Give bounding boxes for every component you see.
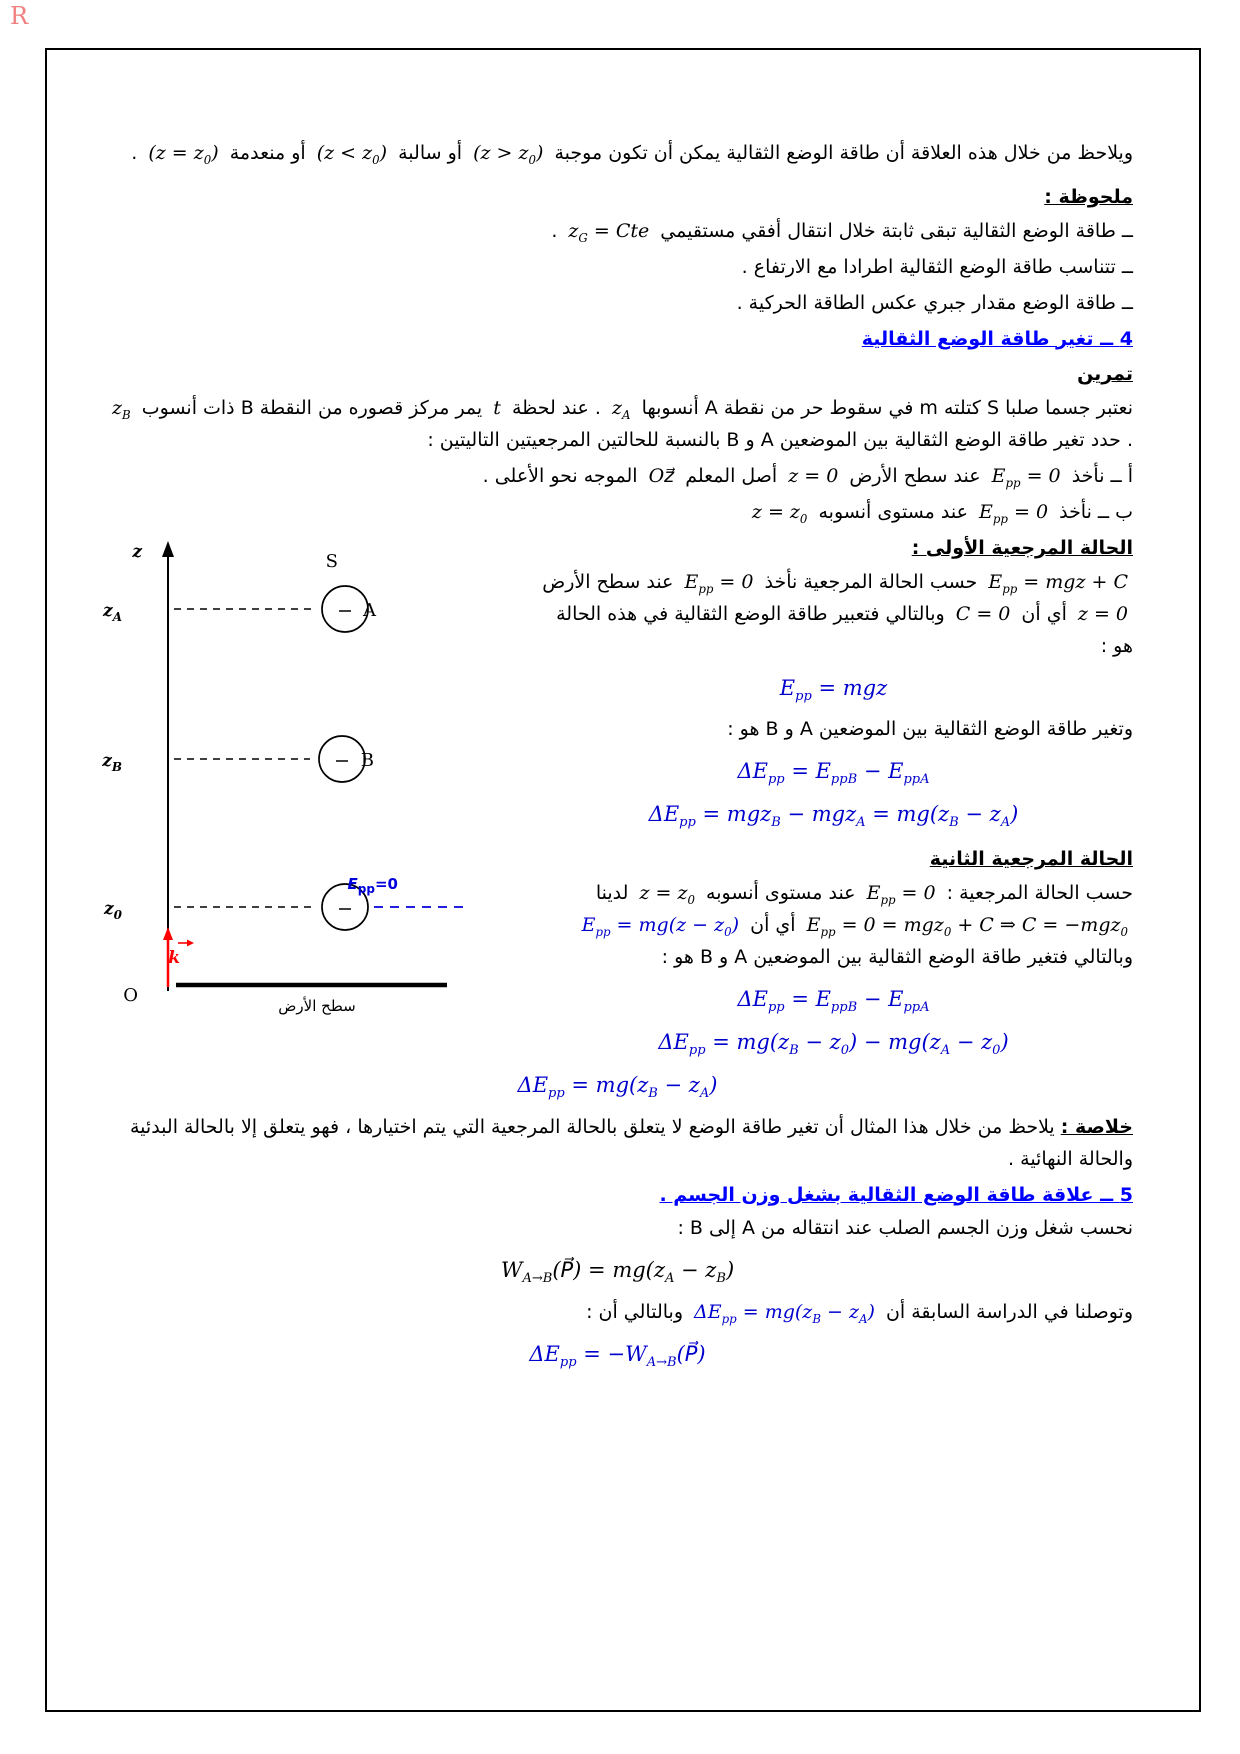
- case2-math-constant: $E_{pp} = 0 = mgz_0 + C$ ⇒ C = −mgz$_0$: [806, 914, 1128, 939]
- formula-epp-mgz: $E_{pp}$ = mgz: [779, 675, 888, 704]
- z-axis-arrowhead: [162, 541, 174, 557]
- case2-text-2: عند مستوى أنسوبه: [706, 882, 856, 905]
- origin-label: O: [123, 984, 138, 1006]
- case1-text-3: أي أن: [1021, 602, 1067, 625]
- z-axis-label: z: [132, 541, 142, 562]
- z0-base: z: [103, 898, 114, 919]
- case2-text-3: لدينا: [595, 882, 629, 905]
- reference-case-b-line: [102, 497, 1133, 529]
- conclusion-title: خلاصة :: [1060, 1115, 1133, 1138]
- section5-math-delta-epp: $\Delta E_{pp} = mg(z_B - z_A)$: [694, 1300, 875, 1326]
- case1-text-2: عند سطح الأرض: [542, 570, 674, 593]
- zA-axis-label: [102, 601, 122, 624]
- epp-base: E: [347, 874, 358, 893]
- solid-S-label: S: [325, 550, 338, 572]
- case2-math-zz0: $z = z_0$: [639, 882, 695, 907]
- case-b-text-2: عند مستوى أنسوبه: [818, 501, 968, 524]
- case2-text-4: أي أن: [750, 914, 796, 937]
- formula-delta-epp-def-2: $\Delta E_{pp} = E_{ppB} - E_{ppA}$: [737, 986, 930, 1016]
- intro-paragraph: [102, 138, 1133, 170]
- case-b-math-zz0: $z = z_0$: [751, 501, 808, 526]
- epp-rest: =0: [374, 874, 398, 893]
- case-a-text-2: عند سطح الأرض: [849, 465, 981, 488]
- point-A-label: A: [363, 599, 376, 621]
- zA-sub: A: [112, 609, 122, 624]
- case-a-text-3: أصل المعلم: [685, 465, 778, 488]
- case-a-text-4: الموجه نحو الأعلى .: [482, 465, 638, 488]
- ground-label: سطح الأرض: [278, 996, 356, 1015]
- section5-paragraph-2: [102, 1297, 1133, 1329]
- exercise-text-1: نعتبر جسما صلبا S كتلته m في سقوط حر من نقطة A أنسوبها: [641, 397, 1133, 420]
- section4-heading: 4 ــ تغير طاقة الوضع الثقالية: [861, 327, 1133, 350]
- case2-math-epp-expr: $E_{pp} = mg(z - z_0)$: [581, 914, 740, 939]
- case2-text-1: حسب الحالة المرجعية :: [946, 882, 1133, 905]
- zB-axis-label: [102, 751, 122, 774]
- epp-zero-label: [348, 875, 398, 896]
- note-heading: ملحوظة :: [1044, 185, 1133, 208]
- page-border: [45, 48, 1201, 1712]
- zB-base: z: [102, 750, 112, 771]
- case1-math-epp0: $E_{pp} = 0$: [684, 570, 754, 596]
- intro-text-4: .: [131, 142, 138, 164]
- intro-text-2: أو سالبة: [398, 142, 463, 164]
- reference-case-a-line: [102, 461, 1133, 493]
- z0-sub: 0: [113, 907, 122, 922]
- note-item-3: ــ طاقة الوضع مقدار جبري عكس الطاقة الحركية .: [736, 291, 1133, 314]
- k-label-arrowhead: [187, 939, 194, 946]
- exercise-paragraph: [102, 393, 1133, 457]
- formula-delta-epp-result-1: $\Delta E_{pp} = mgz_B - mgz_A = mg(z_B - z_A)$: [648, 802, 1019, 831]
- zB-sub: B: [111, 759, 122, 774]
- exercise-heading: تمرين: [1077, 363, 1133, 386]
- z0-axis-label: [103, 899, 123, 922]
- intro-math-zero: $(z = z_0)$: [148, 142, 219, 167]
- formula-delta-epp-result-2: $\Delta E_{pp} = mg(z_B - z_A)$: [517, 1073, 718, 1102]
- intro-text-3: أو منعدمة: [229, 142, 306, 164]
- case-a-math-epp0: $E_{pp} = 0$: [991, 465, 1061, 490]
- formula-delta-epp-def-1: $\Delta E_{pp} = E_{ppB} - E_{ppA}$: [737, 758, 930, 787]
- formula-delta-epp-expanded: $\Delta E_{pp} = mg(z_B - z_0) - mg(z_A - z_0)$: [658, 1030, 1009, 1059]
- section5-heading: 5 ــ علاقة طاقة الوضع الثقالية بشغل وزن الجسم .: [659, 1183, 1133, 1206]
- document-content: [102, 138, 1133, 1380]
- diagram-svg: [102, 535, 522, 1027]
- case1-text-4: وبالتالي فتعبير طاقة الوضع الثقالية في هذه الحالة هو :: [556, 602, 1133, 657]
- case-a-math-z0: z = 0: [788, 465, 839, 488]
- case2-heading: الحالة المرجعية الثانية: [929, 848, 1133, 871]
- conclusion-text: يلاحظ من خلال هذا المثال أن تغير طاقة الوضع لا يتعلق بالحالة المرجعية التي يتم اختيارها ، فهو يتعلق إلا بالحالة البدئية والحالة النهائية .: [130, 1115, 1133, 1170]
- note-item-1-math: $z_G$ = Cte: [568, 219, 650, 245]
- note-item-1: [102, 216, 1133, 248]
- case1-heading: الحالة المرجعية الأولى :: [911, 536, 1133, 559]
- note-item-2: ــ تتناسب طاقة الوضع الثقالية اطرادا مع الارتفاع .: [741, 255, 1133, 278]
- zA-base: z: [103, 600, 113, 621]
- formula-work-of-weight: $W_{A\to B}(P⃗) = mg(z_A - z_B)$: [500, 1258, 735, 1287]
- case-b-text-1: ب ــ نأخذ: [1059, 501, 1133, 524]
- case1-math-general: $E_{pp}$ = mgz + C: [988, 570, 1128, 596]
- case1-paragraph-2: وتغير طاقة الوضع الثقالية بين الموضعين A و B هو :: [727, 717, 1133, 740]
- case2-math-epp0: $E_{pp} = 0$: [866, 882, 936, 907]
- section5-text-1: وتوصلنا في الدراسة السابقة أن: [885, 1300, 1133, 1323]
- exercise-math-zA: $z_A$: [612, 397, 631, 423]
- exercise-text-4: . حدد تغير طاقة الوضع الثقالية بين الموضعين A و B بالنسبة للحالتين المرجعيتين التاليتين :: [427, 429, 1133, 452]
- epp-sub: pp: [357, 881, 375, 896]
- case2-text-5: وبالتالي فتغير طاقة الوضع الثقالية بين الموضعين A و B هو :: [661, 946, 1133, 969]
- note-item-1-end: .: [551, 219, 558, 242]
- note-item-1-text: ــ طاقة الوضع الثقالية تبقى ثابتة خلال انتقال أفقي مستقيمي: [660, 219, 1133, 242]
- section5-paragraph-1: نحسب شغل وزن الجسم الصلب عند انتقاله من A إلى B :: [677, 1217, 1133, 1240]
- k-vector-label: k: [168, 947, 180, 968]
- case1-math-c0: C = 0: [955, 602, 1011, 625]
- conclusion-paragraph: [102, 1112, 1133, 1176]
- exercise-math-t: t: [493, 397, 501, 420]
- case-a-text-1: أ ــ نأخذ: [1071, 465, 1133, 488]
- intro-math-negative: $(z < z_0)$: [316, 142, 388, 167]
- exercise-text-3: يمر مركز قصوره من النقطة B ذات أنسوب: [141, 397, 483, 420]
- body-circle-A: [322, 586, 368, 632]
- case1-text-1: حسب الحالة المرجعية نأخذ: [764, 570, 978, 593]
- formula-delta-epp-equals-minus-work: $\Delta E_{pp}$ = $-W_{A\to B}(P⃗)$: [529, 1341, 706, 1370]
- exercise-math-zB: $z_B$: [112, 397, 131, 423]
- k-vector-arrowhead: [163, 927, 173, 940]
- section5-text-2: وبالتالي أن :: [586, 1300, 683, 1323]
- intro-text-1: ويلاحظ من خلال هذه العلاقة أن طاقة الوضع الثقالية يمكن أن تكون موجبة: [554, 142, 1133, 164]
- case-a-math-oz-axis: Oz⃗: [648, 465, 675, 488]
- body-circle-B: [319, 736, 365, 782]
- exercise-text-2: . عند لحظة: [511, 397, 601, 420]
- page-watermark: R: [10, 2, 29, 30]
- case-b-math-epp0: $E_{pp} = 0$: [979, 501, 1049, 526]
- diagram-figure: [102, 535, 522, 1027]
- point-B-label: B: [360, 749, 374, 771]
- case1-math-z0: z = 0: [1077, 602, 1128, 625]
- intro-math-positive: $(z > z_0)$: [473, 142, 544, 167]
